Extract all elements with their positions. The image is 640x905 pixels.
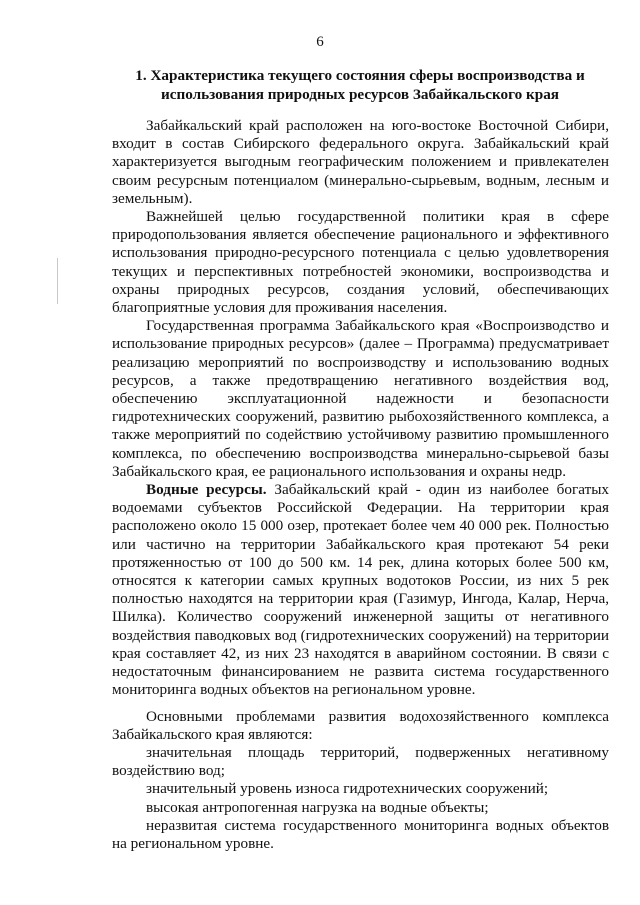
paragraph-state-program: Государственная программа Забайкальского края «Воспроизводство и использование природных ресурсов» (далее – Программа) предусматривает реализацию мероприятий по воспроизводству и использованию водных ресурсов, а также предотвращению негативного воздействия вод, обеспечению эксплуатационной надежности и безопасности гидротехнических сооружений, развитию рыбохозяйственного комплекса, а также мероприятий по содействию устойчивому развитию промышленного комплекса, по обеспечению воспроизводства минерально-сырьевой базы Забайкальского края, ее рационального использования и охраны недр. — [112, 317, 609, 480]
margin-mark — [57, 258, 58, 304]
paragraph-policy-goal: Важнейшей целью государственной политики края в сфере природопользования является обеспечение рационального и эффективного использования природно-ресурсного потенциала с целью удовлетворения текущих и перспективных потребностей экономики, воспроизводства и охраны природных ресурсов, создания условий, обеспечивающих благоприятные условия для проживания населения. — [112, 208, 609, 317]
problem-item: значительный уровень износа гидротехнических сооружений; — [146, 780, 549, 798]
water-resources-heading: Водные ресурсы. — [146, 481, 267, 499]
paragraph-water-resources — [112, 481, 609, 699]
section-heading-line-2: использования природных ресурсов Забайкальского края — [160, 86, 560, 103]
paragraph-location: Забайкальский край расположен на юго-востоке Восточной Сибири, входит в состав Сибирского федерального округа. Забайкальский край характеризуется выгодным географическим положением и привлекателен своим ресурсным потенциалом (минерально-сырьевым, водным, лесным и земельным). — [112, 117, 609, 207]
problem-item: высокая антропогенная нагрузка на водные объекты; — [146, 798, 489, 816]
document-body — [112, 117, 609, 853]
problem-item: значительная площадь территорий, подверженных негативному воздействию вод; — [112, 743, 609, 780]
page-number: 6 — [316, 34, 324, 50]
section-heading-line-1: 1. Характеристика текущего состояния сферы воспроизводства и — [135, 67, 585, 84]
problem-item: неразвитая система государственного мониторинга водных объектов на региональном уровне. — [112, 816, 609, 852]
section-heading — [112, 66, 608, 104]
water-resources-text: Забайкальский край - один из наиболее богатых водоемами субъектов Российской Федерации. На территории края расположено около 15 000 озер, протекает более чем 40 000 рек. Полностью или частично на территории Забайкальского края протекают 54 реки протяженностью от 100 до 500 км. 14 рек, длина которых более 500 км, относятся к категории самых крупных водотоков России, из них 5 рек полностью находятся на территории края (Газимур, Ингода, Калар, Нерча, Шилка). Количество сооружений инженерной защиты от негативного воздействия паводковых вод (гидротехнических сооружений) на территории края составляет 42, из них 23 находятся в аварийном состоянии. В связи с недостаточным финансированием не развита система государственного мониторинга водных объектов на региональном уровне. — [112, 481, 610, 699]
paragraph-problems-intro: Основными проблемами развития водохозяйственного комплекса Забайкальского края являются: — [112, 707, 609, 743]
